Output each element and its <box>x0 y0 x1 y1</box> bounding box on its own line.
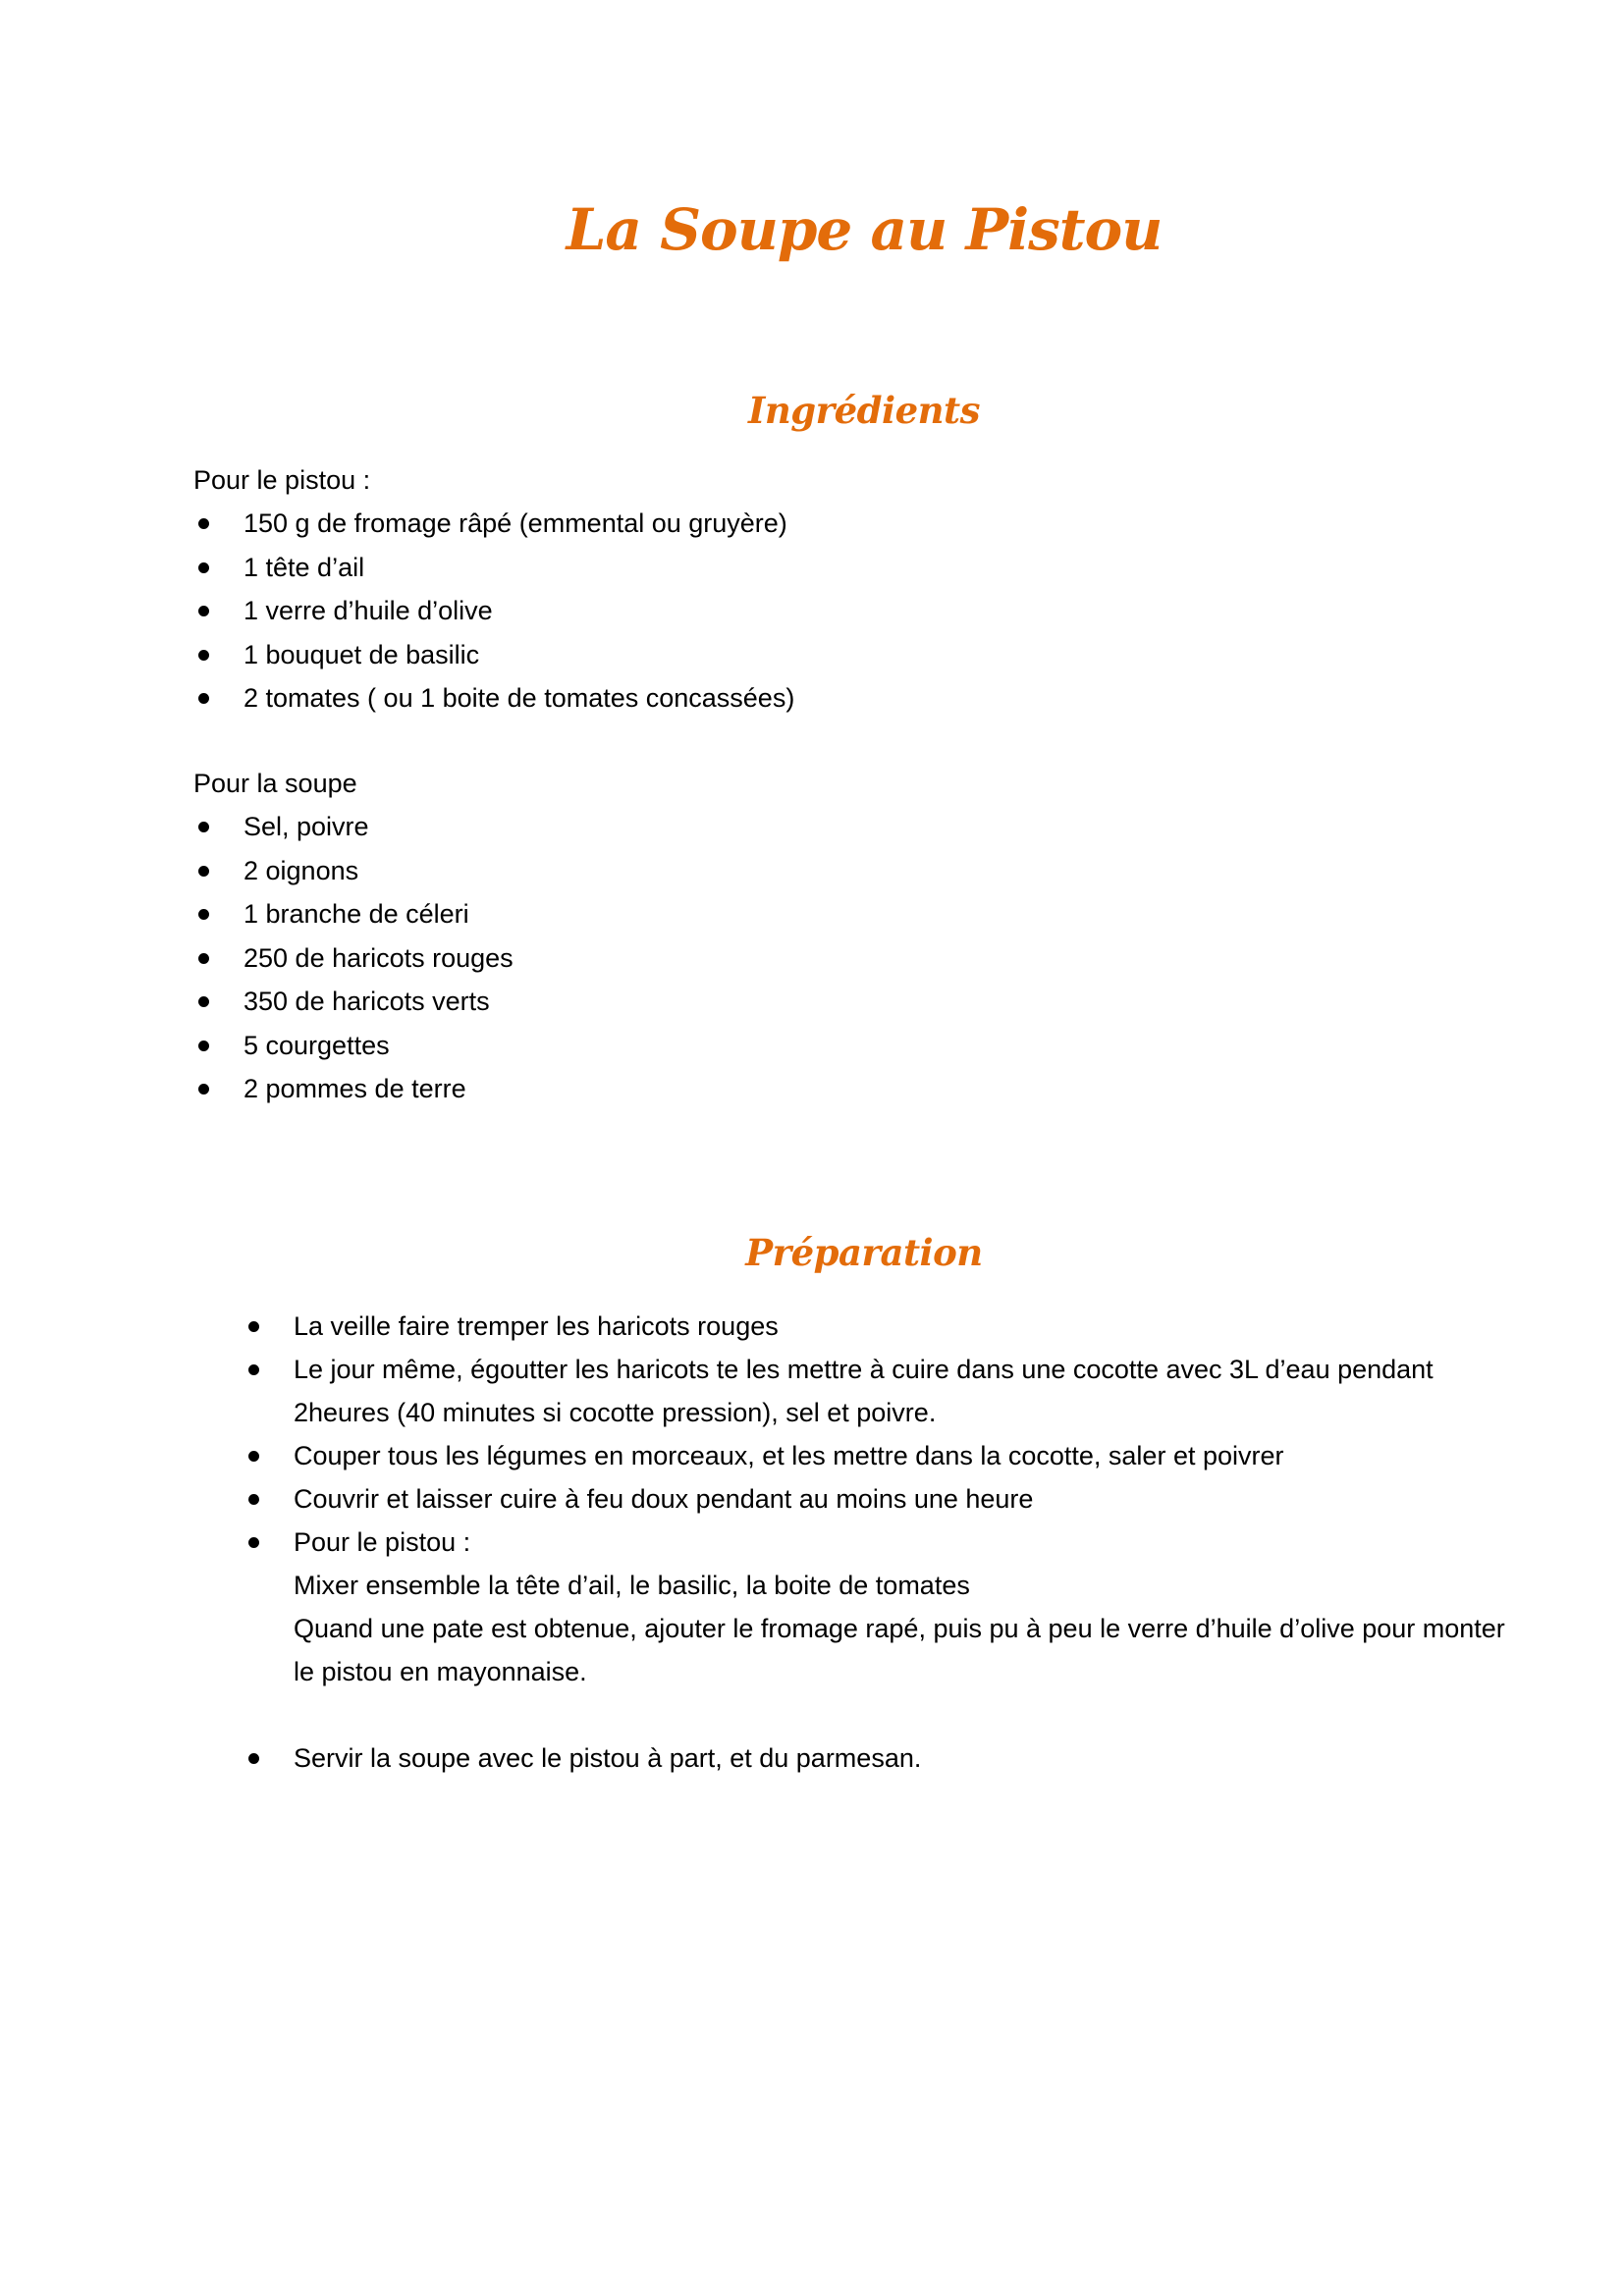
bullet-icon <box>198 650 209 661</box>
pistou-ingredient-list <box>193 502 1470 721</box>
preparation-step-text: Le jour même, égoutter les haricots te les mettre à cuire dans une cocotte avec 3L d’eau pendant 2heures (40 minutes si cocotte pression), sel et poivre. <box>294 1355 1434 1427</box>
bullet-icon <box>248 1494 259 1505</box>
bullet-icon <box>198 1084 209 1095</box>
soupe-ingredient-text: 2 pommes de terre <box>244 1074 466 1103</box>
preparation-step <box>244 1434 1510 1477</box>
preparation-heading: Préparation <box>745 1231 983 1274</box>
pistou-ingredient-text: 150 g de fromage râpé (emmental ou gruyère) <box>244 508 787 538</box>
soupe-ingredient <box>193 936 1470 981</box>
bullet-icon <box>248 1451 259 1462</box>
preparation-step-text: Couper tous les légumes en morceaux, et les mettre dans la cocotte, saler et poivrer <box>294 1441 1284 1470</box>
soupe-ingredient <box>193 1067 1470 1111</box>
bullet-icon <box>198 606 209 616</box>
bullet-icon <box>198 996 209 1007</box>
soupe-ingredient-text: 250 de haricots rouges <box>244 942 514 973</box>
soupe-ingredient-text: 5 courgettes <box>244 1030 390 1060</box>
bullet-icon <box>198 562 209 573</box>
pistou-ingredient-text: 2 tomates ( ou 1 boite de tomates concassées) <box>244 683 795 713</box>
bullet-icon <box>248 1364 259 1375</box>
pistou-ingredient <box>193 502 1470 546</box>
preparation-step-text: Pour le pistou : <box>294 1527 471 1557</box>
pistou-ingredient-text: 1 bouquet de basilic <box>244 639 480 669</box>
soupe-ingredient-text: 1 branche de céleri <box>244 899 469 929</box>
soupe-ingredient <box>193 892 1470 936</box>
bullet-icon <box>198 1041 209 1051</box>
ingredients-heading: Ingrédients <box>748 389 980 432</box>
preparation-steps-list <box>244 1305 1510 1780</box>
pistou-ingredient <box>193 589 1470 633</box>
preparation-step <box>244 1521 1510 1693</box>
bullet-icon <box>198 822 209 832</box>
bullet-icon <box>248 1321 259 1332</box>
soupe-ingredient <box>193 805 1470 849</box>
soupe-ingredient <box>193 1024 1470 1068</box>
preparation-step <box>244 1348 1510 1434</box>
soupe-ingredient-list <box>193 805 1470 1111</box>
preparation-step-text: Mixer ensemble la tête d’ail, le basilic, la boite de tomates <box>294 1571 970 1600</box>
pistou-ingredient-text: 1 verre d’huile d’olive <box>244 596 493 625</box>
bullet-icon <box>248 1753 259 1764</box>
page-title: La Soupe au Pistou <box>566 196 1163 263</box>
preparation-step-text: Couvrir et laisser cuire à feu doux pendant au moins une heure <box>294 1484 1034 1514</box>
bullet-icon <box>198 909 209 920</box>
pistou-ingredient-text: 1 tête d’ail <box>244 552 365 582</box>
pistou-intro: Pour le pistou : <box>193 465 371 495</box>
preparation-step <box>244 1305 1510 1348</box>
bullet-icon <box>198 518 209 529</box>
soupe-intro: Pour la soupe <box>193 769 357 798</box>
soupe-ingredient-text: 2 oignons <box>244 855 359 885</box>
bullet-icon <box>198 953 209 964</box>
soupe-ingredient-text: 350 de haricots verts <box>244 987 490 1016</box>
bullet-icon <box>248 1537 259 1548</box>
preparation-step <box>244 1736 1510 1780</box>
soupe-ingredient <box>193 849 1470 893</box>
pistou-ingredient <box>193 676 1470 721</box>
pistou-ingredient <box>193 546 1470 590</box>
preparation-step-text: Servir la soupe avec le pistou à part, et du parmesan. <box>294 1743 922 1773</box>
preparation-step-text: La veille faire tremper les haricots rouges <box>294 1311 779 1341</box>
preparation-step <box>244 1477 1510 1521</box>
soupe-ingredient-text: Sel, poivre <box>244 812 369 841</box>
preparation-step-text: Quand une pate est obtenue, ajouter le fromage rapé, puis pu à peu le verre d’huile d’olive pour monter le pistou en mayonnaise. <box>294 1614 1505 1686</box>
bullet-icon <box>198 693 209 704</box>
bullet-icon <box>198 866 209 877</box>
pistou-ingredient <box>193 633 1470 677</box>
soupe-ingredient <box>193 980 1470 1024</box>
